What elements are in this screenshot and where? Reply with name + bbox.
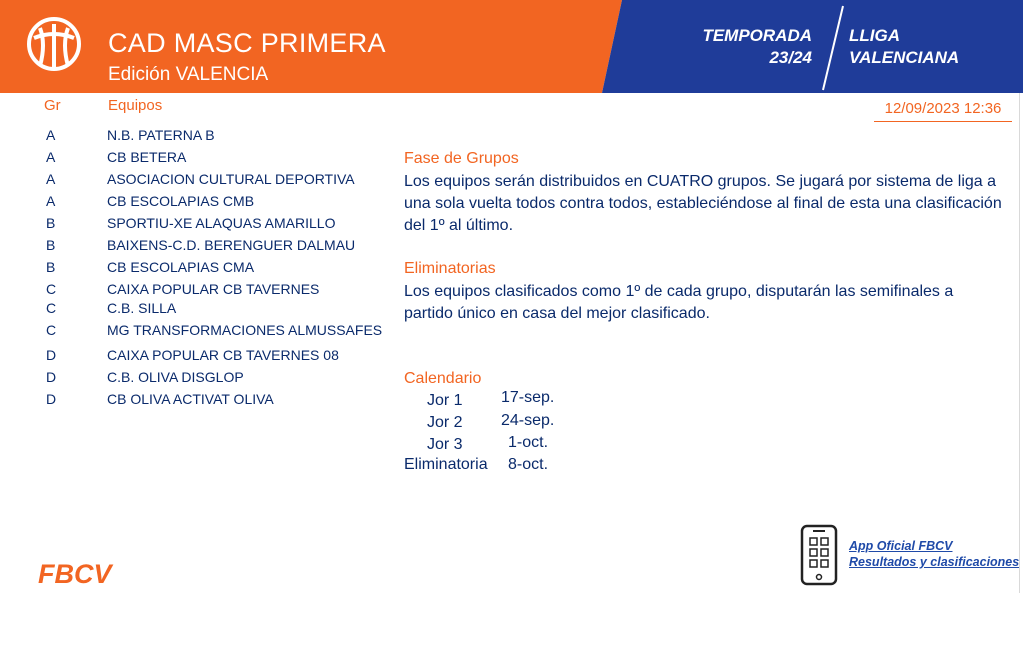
groups-phase-text: Los equipos serán distribuidos en CUATRO grupos. Se jugará por sistema de liga a una sola vuelta todos contra todos, estableciéndose al final de esta una clasificación del 1º al último. bbox=[404, 173, 1002, 234]
team-name: ASOCIACION CULTURAL DEPORTIVA bbox=[107, 171, 355, 187]
league-line-1: LLIGA bbox=[849, 26, 900, 45]
season-label: TEMPORADA bbox=[702, 26, 812, 45]
team-group: A bbox=[46, 171, 56, 187]
team-name: CB ESCOLAPIAS CMA bbox=[107, 259, 255, 275]
knockout-text: Los equipos clasificados como 1º de cada grupo, disputarán las semifinales a partido único en casa del mejor clasificado. bbox=[404, 283, 954, 322]
app-link-line-1[interactable]: App Oficial FBCV bbox=[849, 539, 953, 553]
league-line-2: VALENCIANA bbox=[849, 48, 960, 67]
team-group: B bbox=[46, 259, 56, 275]
team-name: BAIXENS-C.D. BERENGUER DALMAU bbox=[107, 237, 356, 253]
team-name: CB BETERA bbox=[107, 149, 187, 165]
smartphone-icon[interactable] bbox=[800, 524, 838, 586]
round-date: 8-oct. bbox=[508, 456, 549, 473]
team-group: C bbox=[46, 322, 57, 338]
team-name: C.B. SILLA bbox=[107, 300, 177, 316]
team-name: CB OLIVA ACTIVAT OLIVA bbox=[107, 391, 274, 407]
app-link-line-2[interactable]: Resultados y clasificaciones bbox=[849, 555, 1020, 569]
knockout-title: Eliminatorias bbox=[404, 260, 496, 277]
team-group: C bbox=[46, 281, 57, 297]
team-group: A bbox=[46, 193, 56, 209]
round-label: Jor 2 bbox=[427, 414, 463, 431]
round-label: Jor 1 bbox=[427, 392, 463, 409]
round-date: 17-sep. bbox=[501, 389, 555, 406]
fbcv-logo-text: FBCV bbox=[38, 559, 112, 589]
team-name: CB ESCOLAPIAS CMB bbox=[107, 193, 255, 209]
round-date: 1-oct. bbox=[508, 434, 549, 451]
header-banner bbox=[0, 0, 1023, 93]
team-group: A bbox=[46, 149, 56, 165]
competition-title: CAD MASC PRIMERA bbox=[108, 28, 386, 58]
team-name: CAIXA POPULAR CB TAVERNES 08 bbox=[107, 347, 339, 363]
page-edge-divider bbox=[1019, 93, 1020, 593]
league-block bbox=[849, 25, 959, 69]
team-name: MG TRANSFORMACIONES ALMUSSAFES bbox=[107, 322, 383, 338]
team-group: C bbox=[46, 300, 57, 316]
groups-phase-title: Fase de Grupos bbox=[404, 150, 519, 167]
round-date: 24-sep. bbox=[501, 412, 555, 429]
teams-column-header: Equipos bbox=[108, 97, 163, 114]
team-group: D bbox=[46, 369, 57, 385]
team-name: C.B. OLIVA DISGLOP bbox=[107, 369, 244, 385]
round-label: Eliminatoria bbox=[404, 456, 488, 473]
team-group: B bbox=[46, 215, 56, 231]
timestamp: 12/09/2023 12:36 bbox=[874, 100, 1012, 122]
round-label: Jor 3 bbox=[427, 436, 463, 453]
competition-edition: Edición VALENCIA bbox=[108, 64, 269, 85]
team-name: SPORTIU-XE ALAQUAS AMARILLO bbox=[107, 215, 336, 231]
season-value: 23/24 bbox=[769, 48, 812, 67]
team-group: B bbox=[46, 237, 56, 253]
calendar-title: Calendario bbox=[404, 370, 482, 387]
group-column-header: Gr bbox=[44, 97, 61, 114]
season-block bbox=[702, 25, 812, 69]
basketball-logo-icon bbox=[26, 14, 82, 74]
team-name: N.B. PATERNA B bbox=[107, 127, 215, 143]
team-group: D bbox=[46, 391, 57, 407]
fbcv-logo bbox=[36, 556, 138, 590]
team-group: A bbox=[46, 127, 56, 143]
team-name: CAIXA POPULAR CB TAVERNES bbox=[107, 281, 320, 297]
team-group: D bbox=[46, 347, 57, 363]
